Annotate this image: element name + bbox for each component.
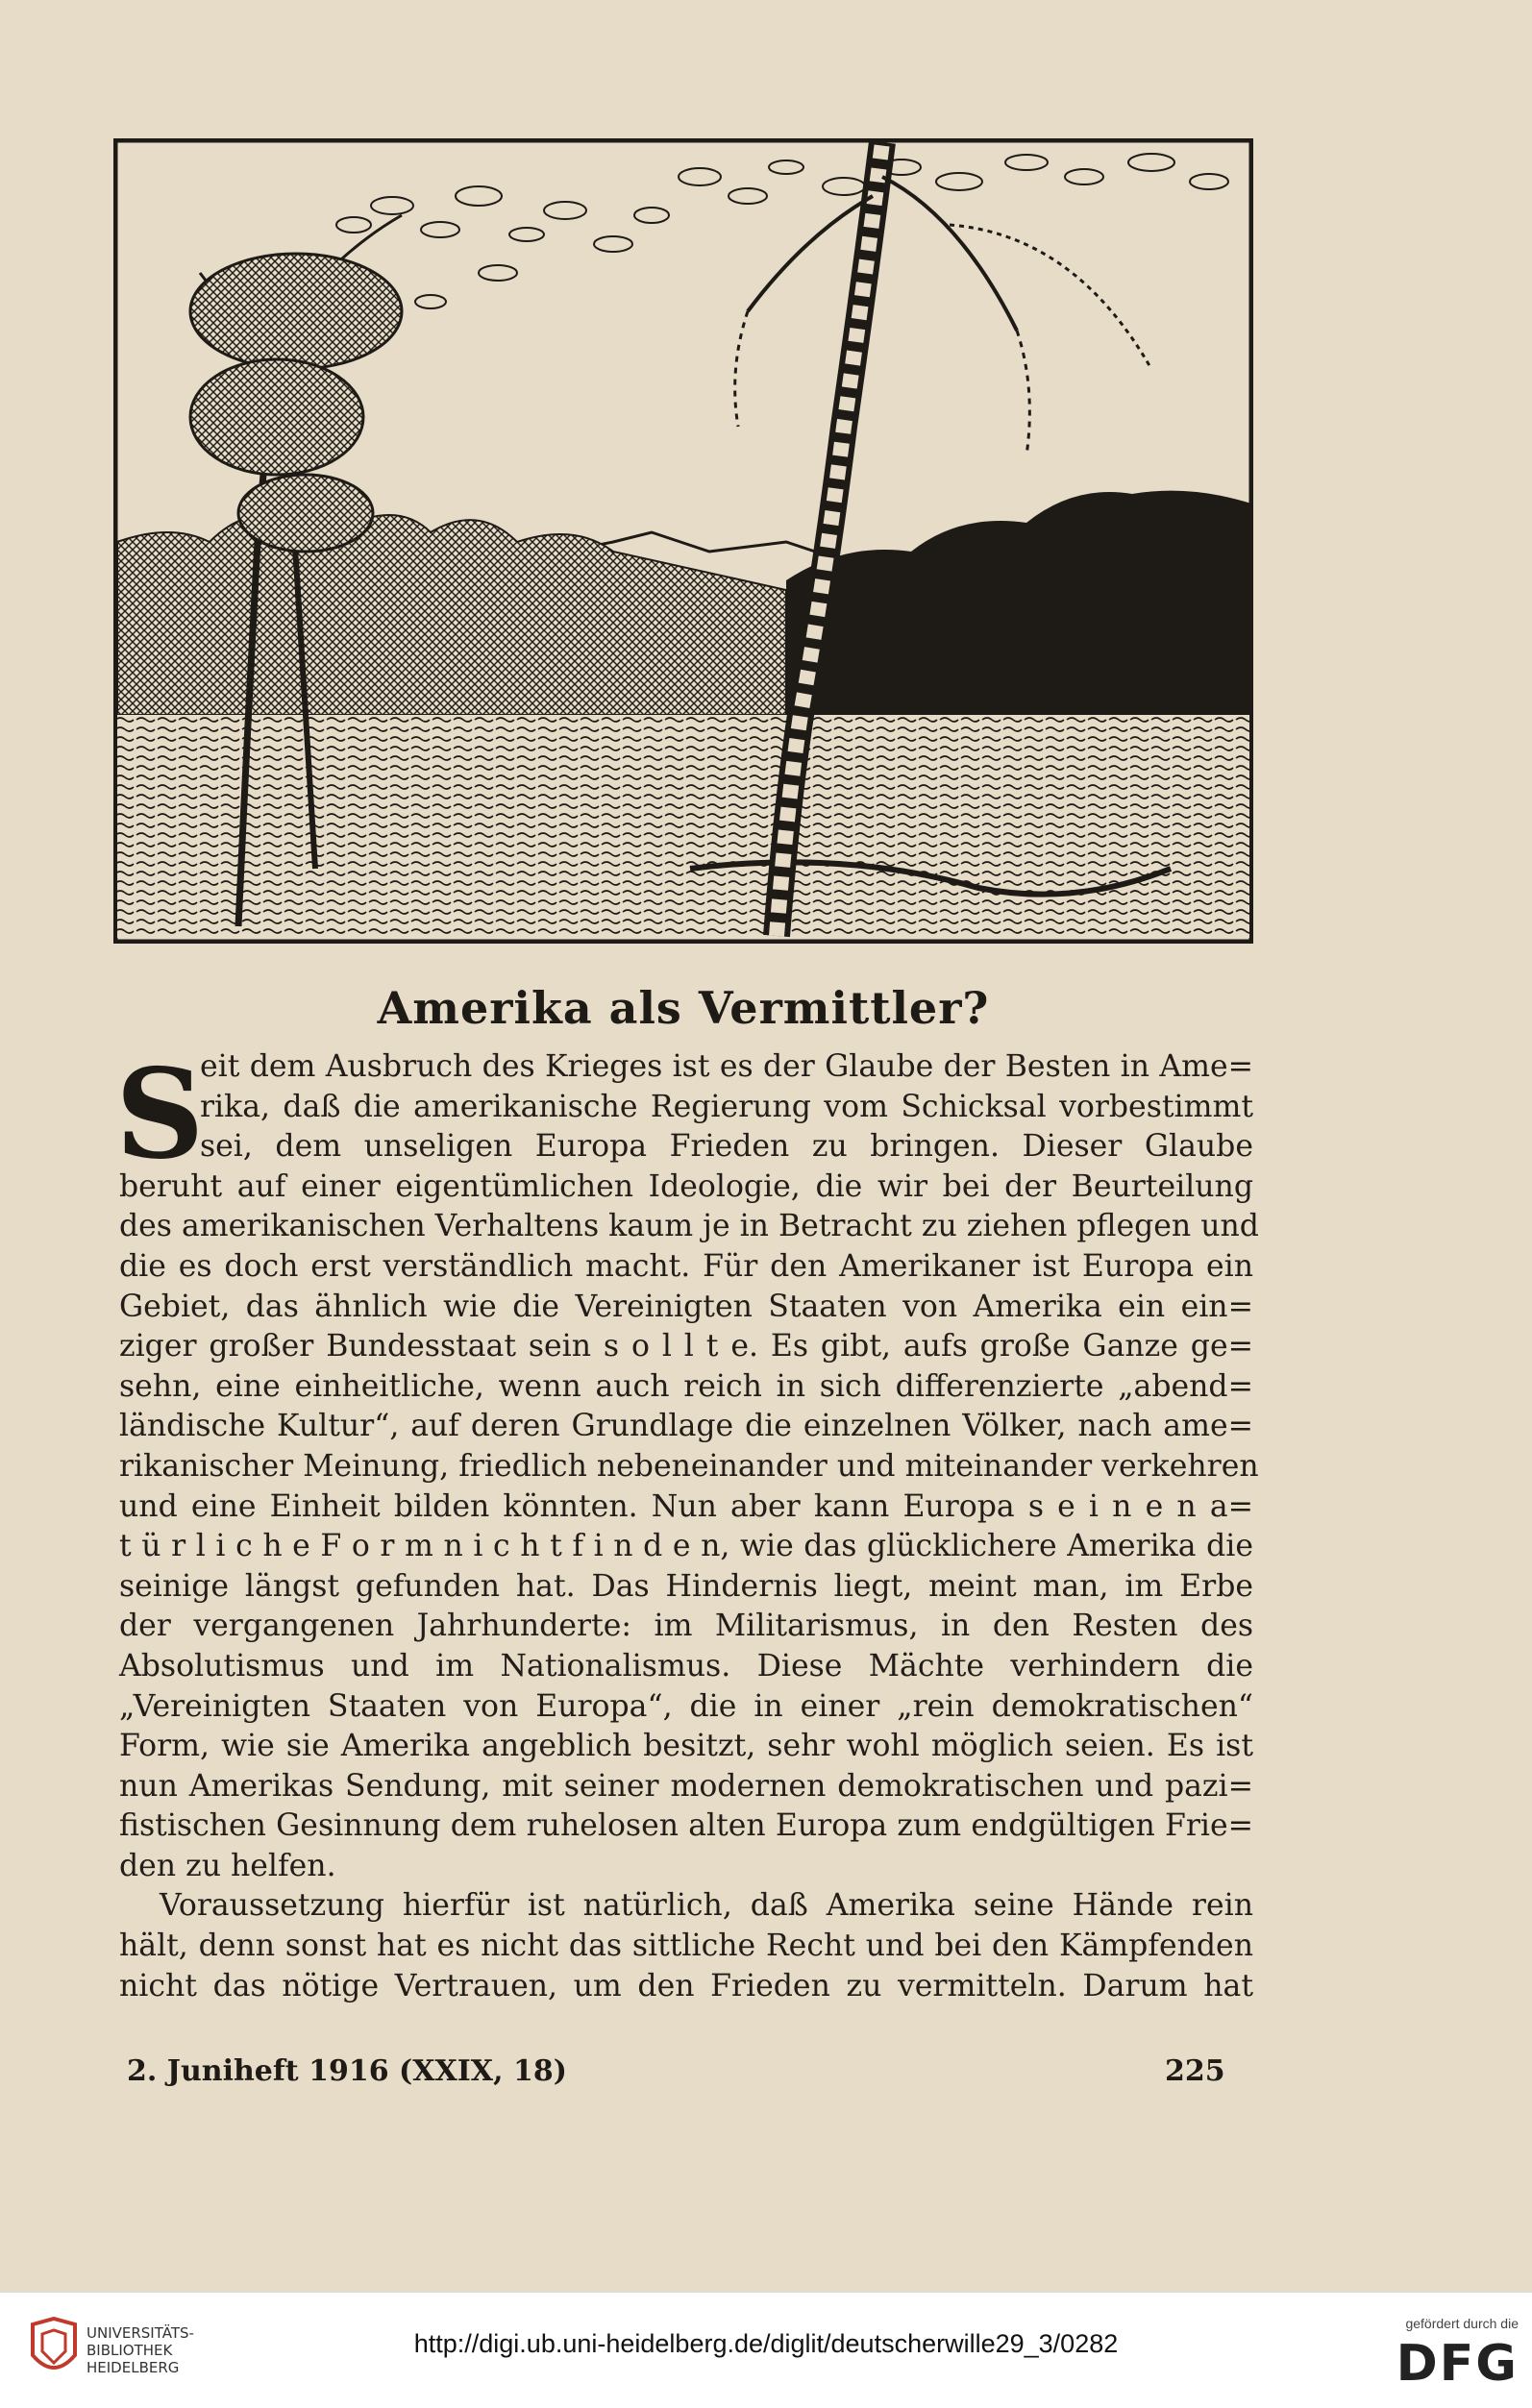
sponsor-logo[interactable]: [1346, 2316, 1519, 2393]
text-line: und eine Einheit bilden könnten. Nun aber kann Europa s e i n e n a=: [119, 1488, 1253, 1524]
issue-info: 2. Juniheft 1916 (XXIX, 18): [127, 2054, 567, 2088]
text-line: die es doch erst verständlich macht. Für den Amerikaner ist Europa ein: [119, 1248, 1253, 1284]
text-line: der vergangenen Jahrhunderte: im Militarismus, in den Resten des: [119, 1609, 1253, 1644]
library-name: UNIVERSITÄTS- BIBLIOTHEK HEIDELBERG: [86, 2324, 194, 2376]
article-body: [115, 1043, 1259, 2006]
text-line: des amerikanischen Verhaltens kaum je in Betracht zu ziehen pflegen und: [119, 1209, 1259, 1244]
text-line: seinige längst gefunden hat. Das Hindernis liegt, meint man, im Erbe: [119, 1568, 1253, 1604]
text-line: rika, daß die amerikanische Regierung vom Schicksal vorbestimmt: [200, 1089, 1253, 1124]
dfg-logo: DFG: [1396, 2335, 1519, 2393]
text-line: beruht auf einer eigentümlichen Ideologie, die wir bei der Beurteilung: [119, 1168, 1253, 1204]
sponsor-label: gefördert durch die: [1405, 2316, 1519, 2331]
text-line: fistischen Gesinnung dem ruhelosen alten Europa zum endgültigen Frie=: [119, 1808, 1253, 1844]
text-line: t ü r l i c h e F o r m n i c h t f i n d e n, wie das glücklichere Amerika die: [119, 1529, 1253, 1564]
article-title: Amerika als Vermittler?: [377, 982, 990, 1034]
text-line: Gebiet, das ähnlich wie die Vereinigten Staaten von Amerika ein ein=: [119, 1289, 1253, 1324]
text-line: nicht das nötige Vertrauen, um den Frieden zu vermitteln. Darum hat: [119, 1968, 1253, 2003]
text-line: hält, denn sonst hat es nicht das sittliche Recht und bei den Kämpfenden: [119, 1929, 1253, 1964]
woodcut-illustration: [113, 138, 1253, 944]
permalink-url[interactable]: http://digi.ub.uni-heidelberg.de/diglit/deutscherwille29_3/0282: [413, 2329, 1119, 2358]
text-line: ziger großer Bundesstaat sein s o l l t e. Es gibt, aufs große Ganze ge=: [119, 1329, 1253, 1364]
text-line: Voraussetzung hierfür ist natürlich, daß Amerika seine Hände rein: [160, 1888, 1253, 1924]
page-number: 225: [1165, 2054, 1225, 2088]
text-line: eit dem Ausbruch des Krieges ist es der Glaube der Besten in Ame=: [200, 1049, 1253, 1084]
text-line: den zu helfen.: [119, 1848, 336, 1883]
text-line: sehn, eine einheitliche, wenn auch reich in sich differenzierte „abend=: [119, 1368, 1253, 1404]
text-line: rikanischer Meinung, friedlich nebeneinander und miteinander verkehren: [119, 1448, 1259, 1484]
landscape-birch-trees-image: [113, 138, 1253, 944]
drop-cap: S: [115, 1043, 205, 1187]
text-line: nun Amerikas Sendung, mit seiner modernen demokratischen und pazi=: [119, 1768, 1253, 1804]
text-line: ländische Kultur“, auf deren Grundlage die einzelnen Völker, nach ame=: [119, 1409, 1253, 1444]
text-line: Form, wie sie Amerika angeblich besitzt, sehr wohl möglich seien. Es ist: [119, 1729, 1253, 1764]
text-line: sei, dem unseligen Europa Frieden zu bringen. Dieser Glaube: [200, 1129, 1253, 1165]
text-line: „Vereinigten Staaten von Europa“, die in einer „rein demokratischen“: [119, 1688, 1253, 1724]
text-line: Absolutismus und im Nationalismus. Diese Mächte verhindern die: [119, 1648, 1253, 1683]
